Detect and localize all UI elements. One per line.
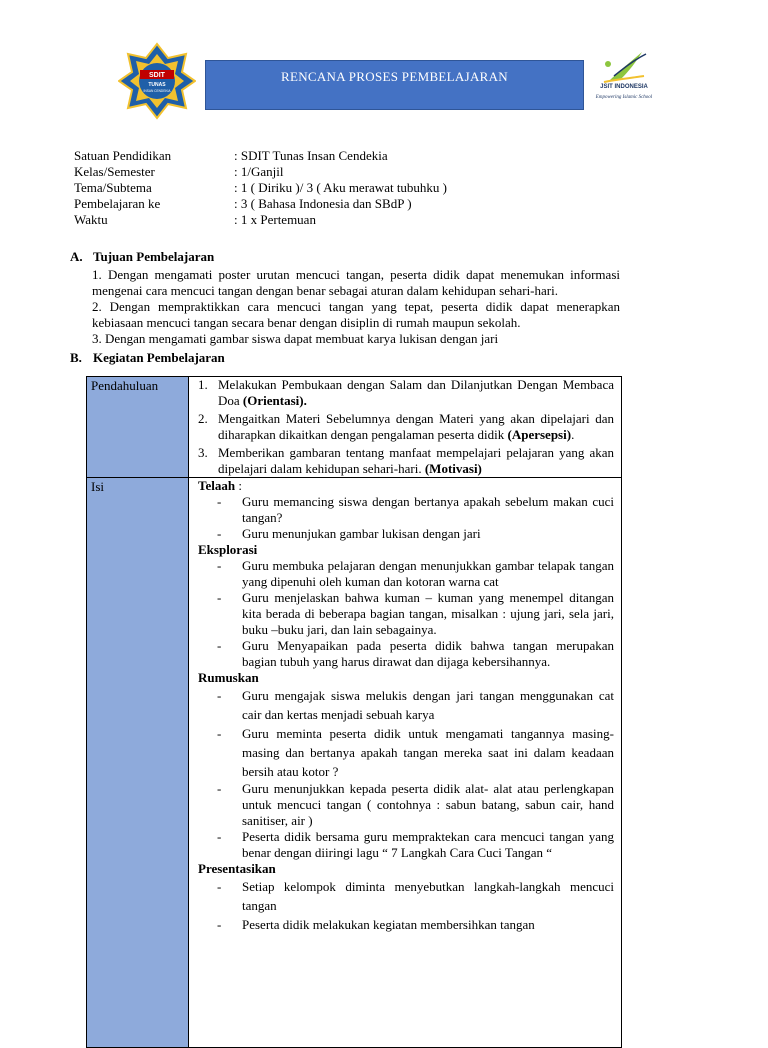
info-value: : 1 x Pertemuan [234, 212, 316, 227]
info-label: Waktu [74, 212, 108, 227]
list-item: - Guru Menyapaikan pada peserta didik bahwa tangan merupakan bagian tubuh yang harus dirawat dan dijaga kebersihannya. [198, 638, 614, 670]
eksplorasi-list [198, 558, 614, 670]
section-letter: B. [70, 350, 82, 365]
presentasikan-list [198, 877, 614, 934]
activities-table [86, 376, 622, 1048]
objective-item: 1. Dengan mengamati poster urutan mencuci tangan, peserta didik dapat menemukan informasi mengenai cara mencuci tangan dengan benar sebagai aturan dalam kehidupan sehari-hari. [92, 267, 620, 298]
section-title: Kegiatan Pembelajaran [93, 350, 225, 365]
section-letter: A. [70, 249, 83, 264]
phase-label: Isi [91, 479, 104, 494]
info-label: Satuan Pendidikan [74, 148, 172, 163]
info-label: Pembelajaran ke [74, 196, 161, 211]
list-item: - Peserta didik melakukan kegiatan membersihkan tangan [198, 915, 614, 934]
list-item: - Guru mengajak siswa melukis dengan jari tangan menggunakan cat cair dan kertas menjadi sebuah karya [198, 686, 614, 724]
list-item: - Guru memancing siswa dengan bertanya apakah sebelum makan cuci tangan? [198, 494, 614, 526]
document-title-banner [205, 60, 584, 110]
school-logo-text: SDIT [149, 72, 165, 79]
list-item: - Peserta didik bersama guru mempraktekan cara mencuci tangan yang benar dengan diiringi lagu “ 7 Langkah Cara Cuci Tangan “ [198, 829, 614, 861]
document-title: RENCANA PROSES PEMBELAJARAN [281, 69, 508, 84]
objective-item: 2. Dengan mempraktikkan cara mencuci tangan yang tepat, peserta didik dapat menerapkan kebiasaan mencuci tangan secara benar dengan disiplin di rumah maupun sekolah. [92, 299, 620, 330]
intro-steps [198, 377, 614, 477]
phase-cell [87, 377, 189, 478]
list-item: - Guru menjelaskan bahwa kuman – kuman yang menempel ditangan kita berada di beberapa bagian tangan, misalkan : ujung jari, sela jari, buku –buku jari, dan lain sebagainya. [198, 590, 614, 638]
table-row [87, 377, 622, 478]
list-item: - Guru menunjukkan kepada peserta didik alat- alat atau perlengkapan untuk mencuci tangan ( contohnya : sabun batang, sabun cair, hand sanitiser, air ) [198, 781, 614, 829]
school-logo-text: INSAN CENDEKIA [143, 89, 171, 93]
school-logo-text: TUNAS [148, 82, 166, 88]
list-item: - Guru membuka pelajaran dengan menunjukkan gambar telapak tangan yang dipenuhi oleh kuman dan kotoran warna cat [198, 558, 614, 590]
list-item: 2. Mengaitkan Materi Sebelumnya dengan Materi yang akan dipelajari dan diharapkan dikaitkan dengan pengalaman peserta didik (Apersepsi). [198, 411, 614, 442]
list-item: - Guru meminta peserta didik untuk mengamati tangannya masing- masing dan bertanya apakah tangan mereka saat ini dalam keadaan bersih atau kotor ? [198, 724, 614, 781]
section-title: Tujuan Pembelajaran [93, 249, 215, 264]
jsit-brand: JSIT INDONESIA [600, 84, 648, 90]
phase-cell [87, 478, 189, 1048]
list-item: - Setiap kelompok diminta menyebutkan langkah-langkah mencuci tangan [198, 877, 614, 915]
info-label: Tema/Subtema [74, 180, 152, 195]
table-row [87, 478, 622, 1048]
subsection-heading: Eksplorasi [198, 542, 258, 557]
info-value: : 1 ( Diriku )/ 3 ( Aku merawat tubuhku ) [234, 180, 448, 195]
rumuskan-list [198, 686, 614, 861]
info-label: Kelas/Semester [74, 164, 155, 179]
section-a-heading [70, 249, 214, 265]
objectives-list [92, 267, 620, 347]
subsection-heading: Telaah : [198, 478, 242, 493]
telaah-list [198, 494, 614, 542]
objective-item: 3. Dengan mengamati gambar siswa dapat membuat karya lukisan dengan jari [92, 331, 499, 346]
section-b-heading [70, 350, 225, 366]
jsit-tagline: Empowering Islamic School [595, 95, 653, 100]
info-value: : 3 ( Bahasa Indonesia dan SBdP ) [234, 196, 412, 211]
subsection-heading: Rumuskan [198, 670, 259, 685]
subsection-heading: Presentasikan [198, 861, 276, 876]
school-logo [118, 42, 196, 120]
list-item: 1. Melakukan Pembukaan dengan Salam dan Dilanjutkan Dengan Membaca Doa (Orientasi). [198, 377, 614, 408]
list-item: - Guru menunjukan gambar lukisan dengan jari [198, 526, 614, 542]
info-value: : 1/Ganjil [234, 164, 284, 179]
phase-label: Pendahuluan [91, 378, 159, 393]
jsit-logo [590, 46, 658, 108]
phase-content [189, 377, 622, 478]
phase-content [189, 478, 622, 1048]
info-value: : SDIT Tunas Insan Cendekia [234, 148, 388, 163]
list-item: 3. Memberikan gambaran tentang manfaat mempelajari pelajaran yang akan dipelajari dalam kehidupan sehari-hari. (Motivasi) [198, 445, 614, 476]
